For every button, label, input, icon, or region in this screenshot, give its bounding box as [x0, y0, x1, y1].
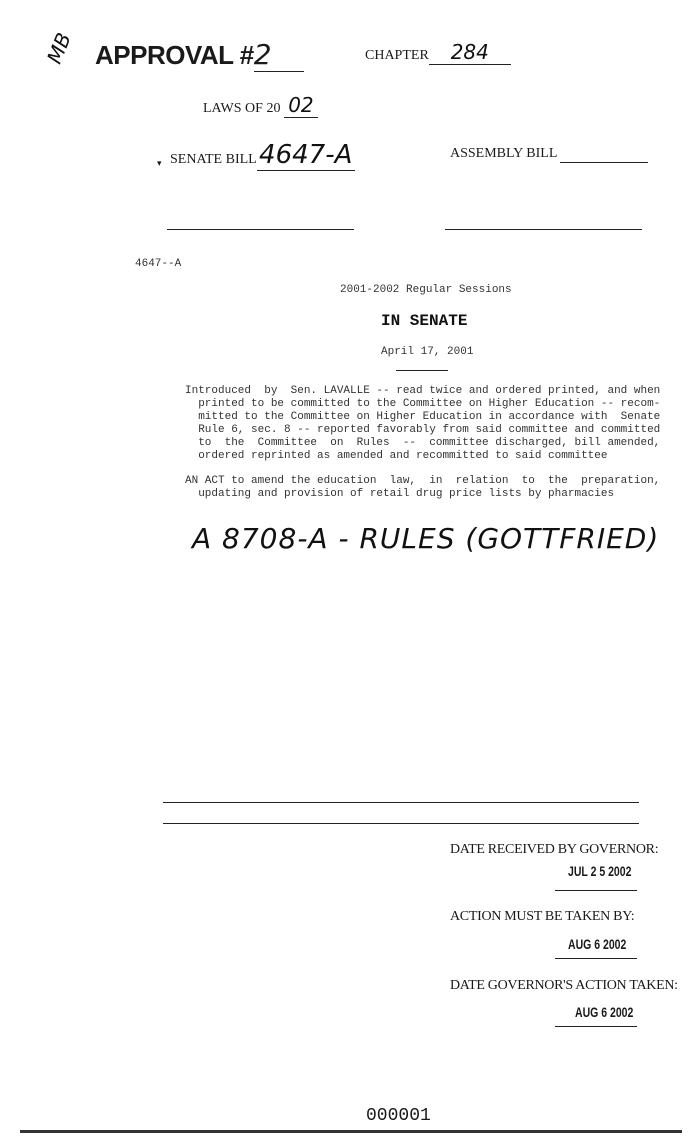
date-rule: [396, 370, 448, 371]
chapter-number: 284: [429, 40, 511, 65]
action-taken-stamp: AUG 6 2002: [575, 1004, 634, 1020]
signature-line-left: [167, 229, 354, 230]
session-title: 2001-2002 Regular Sessions: [340, 284, 512, 296]
action-deadline-label: ACTION MUST BE TAKEN BY:: [450, 909, 635, 924]
approval-label: APPROVAL #: [95, 40, 254, 70]
act-title: AN ACT to amend the education law, in relation to the preparation, updating and provision of retail drug price lists by pharmacies: [185, 475, 661, 500]
senate-bill-field: [170, 140, 355, 171]
action-taken-line: [555, 1026, 637, 1027]
action-taken-label: DATE GOVERNOR'S ACTION TAKEN:: [450, 978, 678, 993]
page-number: 000001: [366, 1106, 431, 1126]
laws-year: 02: [284, 93, 318, 118]
separator-line-2: [163, 823, 639, 824]
action-deadline-line: [555, 958, 637, 959]
laws-label: LAWS OF 20: [203, 101, 281, 116]
bottom-rule: [20, 1130, 682, 1133]
handwritten-initials: MB: [42, 29, 76, 67]
laws-field: [203, 93, 318, 118]
received-date-line: [555, 890, 637, 891]
received-label: DATE RECEIVED BY GOVERNOR:: [450, 842, 659, 857]
signature-line-right: [445, 229, 642, 230]
handwritten-assembly-note: A 8708-A - RULES (GOTTFRIED): [192, 522, 660, 555]
bill-code: 4647--A: [135, 258, 182, 270]
chapter-field: [365, 40, 511, 65]
senate-bill-label: SENATE BILL: [170, 152, 257, 167]
chamber-heading: IN SENATE: [381, 312, 468, 330]
separator-line-1: [163, 802, 639, 803]
chapter-label: CHAPTER: [365, 48, 429, 63]
received-date-stamp: JUL 2 5 2002: [568, 863, 632, 879]
assembly-bill-number: [560, 146, 648, 163]
bill-date: April 17, 2001: [381, 346, 474, 358]
senate-bill-number: 4647-A: [257, 140, 355, 171]
approval-heading: [95, 38, 304, 72]
assembly-bill-field: [450, 146, 648, 163]
approval-number: 2: [254, 38, 304, 72]
assembly-bill-label: ASSEMBLY BILL: [450, 146, 557, 161]
tick-mark: ▾: [157, 158, 162, 168]
action-deadline-stamp: AUG 6 2002: [568, 936, 627, 952]
introduction-paragraph: Introduced by Sen. LAVALLE -- read twice and ordered printed, and when printed to be committed to the Committee on Higher Education -- recom- mitted to the Committee on Higher Education in accordance with Senate Rule 6, sec. 8 -- reported favorably from said committee and committed to the Committee on Rules -- committee discharged, bill amended, ordered reprinted as amended and recommitted to said committee: [185, 385, 661, 462]
